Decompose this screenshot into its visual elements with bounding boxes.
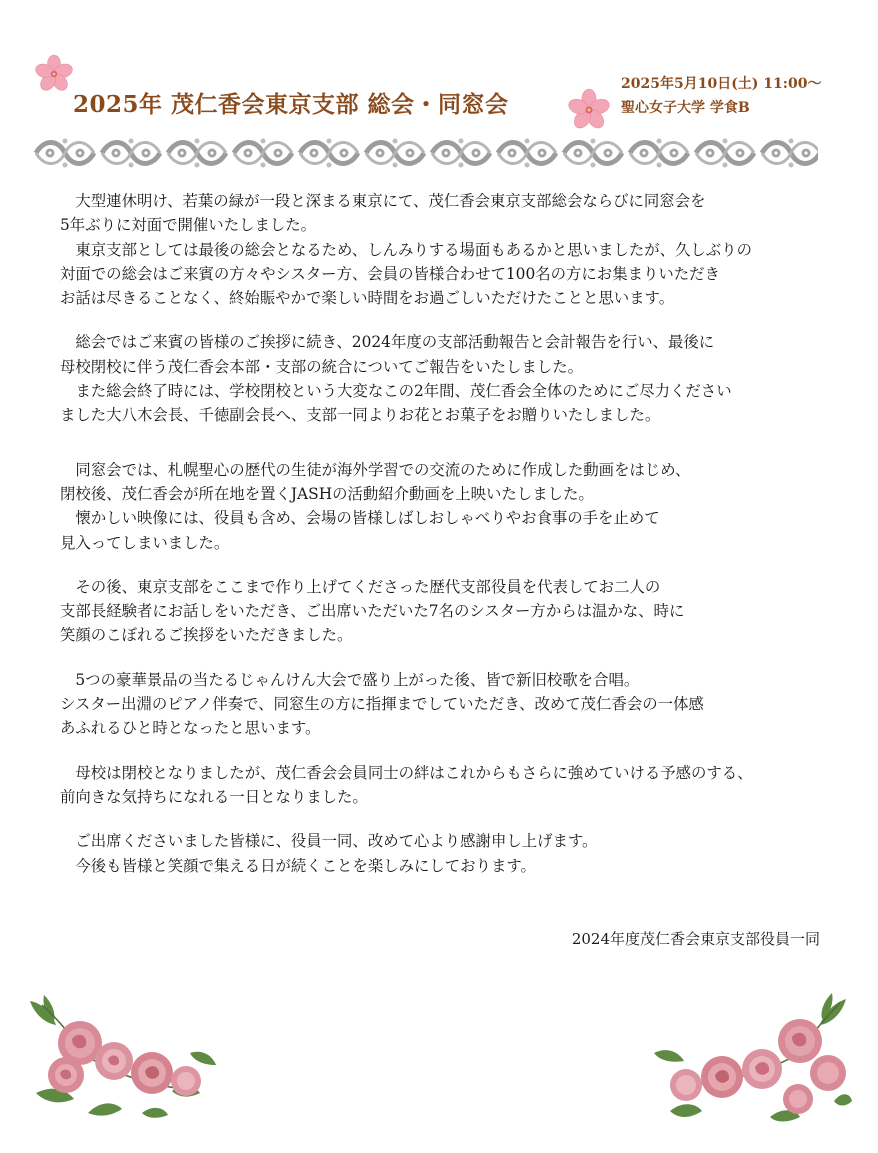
- text-line: 5年ぶりに対面で開催いたしました。: [60, 216, 317, 235]
- text-line: 総会ではご来賓の皆様のご挨拶に続き、2024年度の支部活動報告と会計報告を行い、最後に: [60, 333, 715, 352]
- text-line: 母校は閉校となりましたが、茂仁香会会員同士の絆はこれからもさらに強めていける予感のする、: [60, 763, 753, 782]
- paragraph-2: [60, 330, 830, 427]
- rose-bouquet-right: [650, 993, 855, 1128]
- event-date: 2025年5月10日(土) 11:00～: [621, 76, 822, 92]
- text-line: 笑顔のこぼれるご挨拶をいただきました。: [60, 626, 353, 645]
- paragraph-7: [60, 829, 830, 878]
- paragraph-6: [60, 761, 830, 810]
- text-line: 東京支部としては最後の総会となるため、しんみりする場面もあるかと思いましたが、久しぶりの: [60, 240, 752, 259]
- text-line: 母校閉校に伴う茂仁香会本部・支部の統合についてご報告をいたしました。: [60, 357, 583, 376]
- letter-body: [60, 189, 830, 878]
- text-line: また総会終了時には、学校閉校という大変なこの2年間、茂仁香会全体のためにご尽力ください: [60, 382, 732, 401]
- text-line: あふれるひと時となったと思います。: [60, 719, 321, 738]
- event-venue: 聖心女子大学 学食B: [621, 100, 750, 116]
- text-line: ご出席くださいました皆様に、役員一同、改めて心より感謝申し上げます。: [60, 832, 598, 851]
- text-line: 同窓会では、札幌聖心の歴代の生徒が海外学習での交流のために作成した動画をはじめ、: [60, 460, 691, 479]
- text-line: 懐かしい映像には、役員も含め、会場の皆様しばしおしゃべりやお食事の手を止めて: [60, 509, 660, 528]
- text-line: 5つの豪華景品の当たるじゃんけん大会で盛り上がった後、皆で新旧校歌を合唱。: [60, 670, 640, 689]
- page-title: 2025年 茂仁香会東京支部 総会・同窓会: [73, 91, 509, 118]
- text-line: 対面での総会はご来賓の方々やシスター方、会員の皆様合わせて100名の方にお集まりいただき: [60, 264, 720, 283]
- paragraph-1: [60, 189, 830, 310]
- text-line: 閉校後、茂仁香会が所在地を置くJASHの活動紹介動画を上映いたしました。: [60, 484, 594, 503]
- cherry-blossom-icon-right: [566, 88, 612, 132]
- text-line: シスター出淵のピアノ伴奏で、同窓生の方に指揮までしていただき、改めて茂仁香会の一体感: [60, 695, 704, 714]
- text-line: 前向きな気持ちになれる一日となりました。: [60, 787, 368, 806]
- paragraph-3: [60, 458, 830, 555]
- rose-bouquet-left: [22, 993, 222, 1123]
- text-line: 見入ってしまいました。: [60, 533, 230, 552]
- text-line: その後、東京支部をここまで作り上げてくださった歴代支部役員を代表してお二人の: [60, 577, 661, 596]
- text-line: 今後も皆様と笑顔で集える日が続くことを楽しみにしております。: [60, 856, 536, 875]
- cherry-blossom-icon-left: [33, 54, 75, 94]
- paragraph-4: [60, 575, 830, 648]
- text-line: 支部長経験者にお話しをいただき、ご出席いただいた7名のシスター方からは温かな、時に: [60, 602, 685, 621]
- text-line: ました大八木会長、千徳副会長へ、支部一同よりお花とお菓子をお贈りいたしました。: [60, 406, 661, 425]
- paragraph-5: [60, 668, 830, 741]
- text-line: お話は尽きることなく、終始賑やかで楽しい時間をお過ごしいただけたことと思います。: [60, 289, 675, 308]
- lace-ornament: [32, 135, 818, 171]
- text-line: 大型連休明け、若葉の緑が一段と深まる東京にて、茂仁香会東京支部総会ならびに同窓会を: [60, 192, 706, 210]
- signature: 2024年度茂仁香会東京支部役員一同: [571, 930, 820, 948]
- event-info: [621, 72, 821, 120]
